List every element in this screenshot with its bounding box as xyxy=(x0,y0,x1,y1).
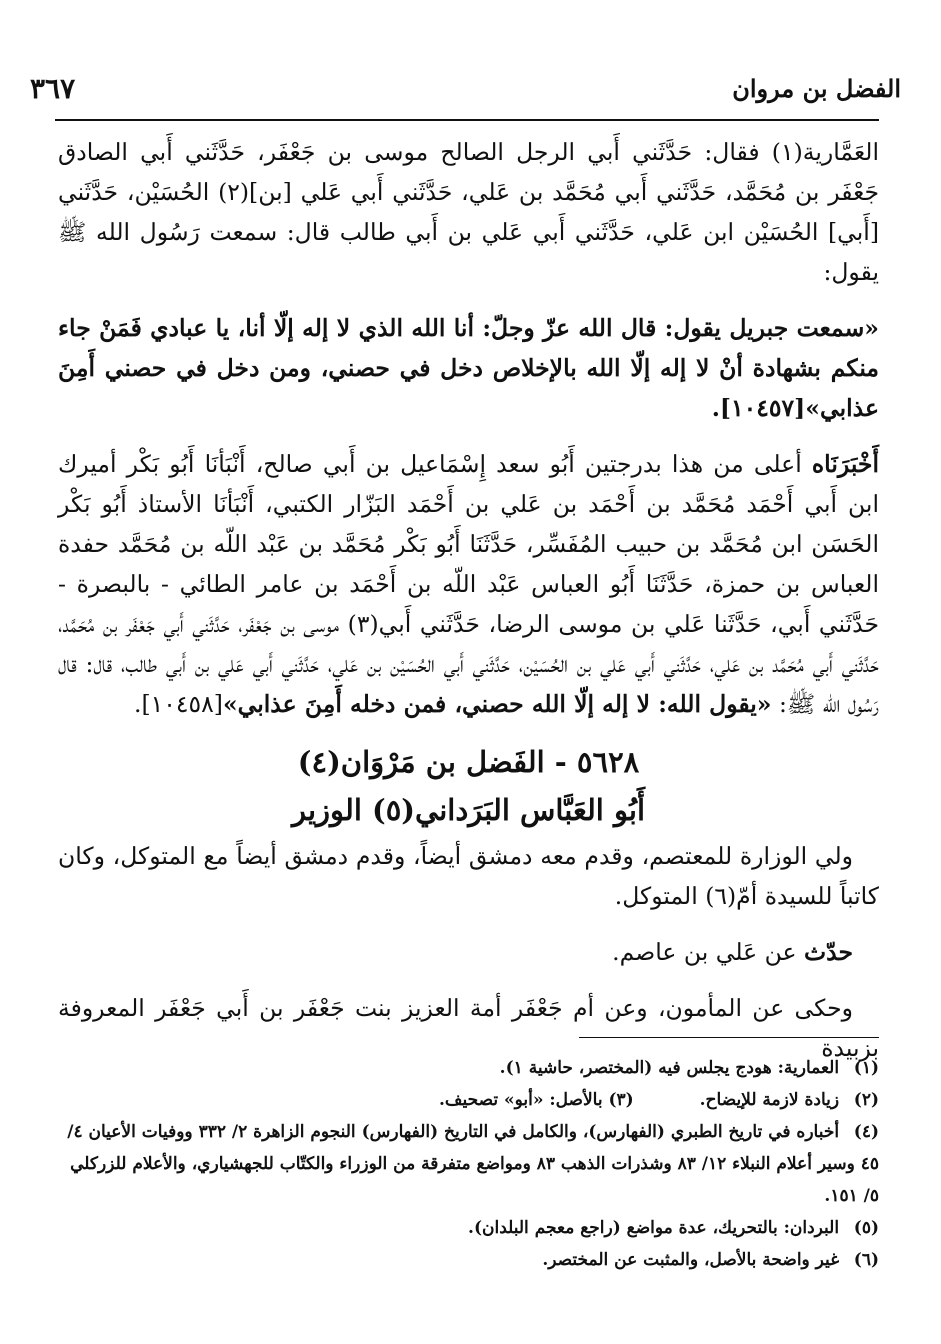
paragraph-narrated-from xyxy=(58,932,879,972)
hadith-reference: [١٠٤٥٨]. xyxy=(134,690,223,718)
paragraph-hadith-quote: «سمعت جبريل يقول: قال الله عزّ وجلّ: أنا الله الذي لا إله إلّا أنا، يا عبادي فَمَنْ جاء منكم بشهادة أنْ لا إله إلّا الله بالإخلاص دخل في حصني، ومن دخل في حصني أَمِنَ عذابي»[١٠٤٥٧]. xyxy=(58,314,879,422)
footnote-number: (٢) xyxy=(853,1090,879,1110)
running-title: الفضل بن مروان xyxy=(732,74,901,103)
paragraph-narrated-text: عن عَلي بن عاصم. xyxy=(612,938,804,966)
footnote-number: (٦) xyxy=(853,1250,879,1270)
footnote-text: أخباره في تاريخ الطبري (الفهارس)، والكامل في التاريخ (الفهارس) النجوم الزاهرة ٢/ ٣٣٢ ووفيات الأعيان ٤/ ٤٥ وسير أعلام النبلاء ١٢/ ٨٣ وشذرات الذهب ٨٣ ومواضع متفرقة من الوزراء والكتّاب للجهشياري، والأعلام للزركلي ٥/ ١٥١. xyxy=(67,1122,879,1206)
page-header xyxy=(30,72,901,112)
footnote-4 xyxy=(60,1116,879,1212)
footnote-text: البردان: بالتحريك، عدة مواضع (راجع معجم البلدان). xyxy=(468,1218,840,1238)
footnote-6 xyxy=(60,1244,879,1276)
footnote-text: بالأصل: «أبو» تصحيف. xyxy=(438,1090,603,1110)
entry-heading-kunya: أَبُو العَبَّاس البَرَداني(٥) الوزير xyxy=(291,793,646,827)
page-number: ٣٦٧ xyxy=(30,72,76,105)
paragraph-biography: ولي الوزارة للمعتصم، وقدم معه دمشق أيضاً، وقدم دمشق أيضاً مع المتوكل، وكان كاتباً للسيدة أمّ(٦) المتوكل. xyxy=(58,842,879,910)
footnote-1 xyxy=(60,1052,879,1084)
paragraph-lead-word: أَخْبَرَنَاه xyxy=(811,450,879,478)
paragraph-lead-word: حدّث xyxy=(804,938,853,966)
paragraph-second-chain xyxy=(58,444,879,724)
footnotes xyxy=(60,1052,879,1276)
paragraph-chain-of-narration: العَمَّارية(١) فقال: حَدَّثَني أَبي الرجل الصالح موسى بن جَعْفَر، حَدَّثَني أَبي الصادق جَعْفَر بن مُحَمَّد، حَدَّثَني أَبي مُحَمَّد بن عَلي، حَدَّثَني أَبي عَلي [بن](٢) الحُسَيْن، حَدَّثَني [أَبي] الحُسَيْن ابن عَلي، حَدَّثَني أَبي عَلي بن أَبي طالب قال: سمعت رَسُول الله ﷺ يقول: xyxy=(58,138,879,286)
footnote-2 xyxy=(60,1084,879,1116)
footnote-text: العمارية: هودج يجلس فيه (المختصر، حاشية ١). xyxy=(499,1058,840,1078)
footnote-number: (٤) xyxy=(853,1122,879,1142)
footnote-5 xyxy=(60,1212,879,1244)
paragraph-chain-text: أعلى من هذا بدرجتين أَبُو سعد إِسْمَاعيل بن أَبي صالح، أَنْبَأنَا أَبُو بَكْر أميرك ابن أَبي أَحْمَد مُحَمَّد بن أَحْمَد بن عَلي بن أَحْمَد البَزّار الكتبي، أَنْبَأنَا الأستاذ أَبُو بَكْر الحَسَن ابن مُحَمَّد بن حبيب المُفَسِّر، حَدَّثَنَا أَبُو بَكْر مُحَمَّد بن عَبْد اللّه بن مُحَمَّد حفدة العباس بن حمزة، حَدَّثَنَا أَبُو العباس عَبْد اللّه بن أَحْمَد بن عامر الطائي - بالبصرة - حَدَّثَني أَبي، حَدَّثَنا عَلي بن موسى الرضا، حَدَّثَني أَبي(٣) موسى بن جَعْفَر، حَدَّثَني أَبي جَعْفَر بن مُحَمَّد، حَدَّثَني أَبي مُحَمَّد بن عَلي، حَدَّثَني أَبي عَلي بن الحُسَيْن، حَدَّثَني أَبي الحُسَيْن بن عَلي، حَدَّثَني أَبي عَلي بن أَبي طالب، قال: قال رَسُول الله ﷺ: xyxy=(58,450,880,718)
main-text xyxy=(58,132,879,1084)
header-rule xyxy=(55,119,879,121)
paragraph-reported: وحكى عن المأمون، وعن أم جَعْفَر أمة العزيز بنت جَعْفَر بن أَبي جَعْفَر المعروفة بزبيدة xyxy=(58,994,879,1062)
footnote-number: (١) xyxy=(853,1058,879,1078)
footnote-text: غير واضحة بالأصل، والمثبت عن المختصر. xyxy=(542,1250,840,1270)
footnote-number: (٣) xyxy=(608,1090,634,1110)
hadith-quote-inline: «يقول الله: لا إله إلّا الله حصني، فمن دخله أَمِنَ عذابي» xyxy=(222,690,772,718)
footnote-number: (٥) xyxy=(853,1218,879,1238)
footnote-text: زيادة لازمة للإيضاح. xyxy=(699,1090,840,1110)
footnote-rule xyxy=(579,1037,879,1038)
entry-heading-number-name: ٥٦٢٨ - الفَضل بن مَرْوَان(٤) xyxy=(297,745,640,779)
